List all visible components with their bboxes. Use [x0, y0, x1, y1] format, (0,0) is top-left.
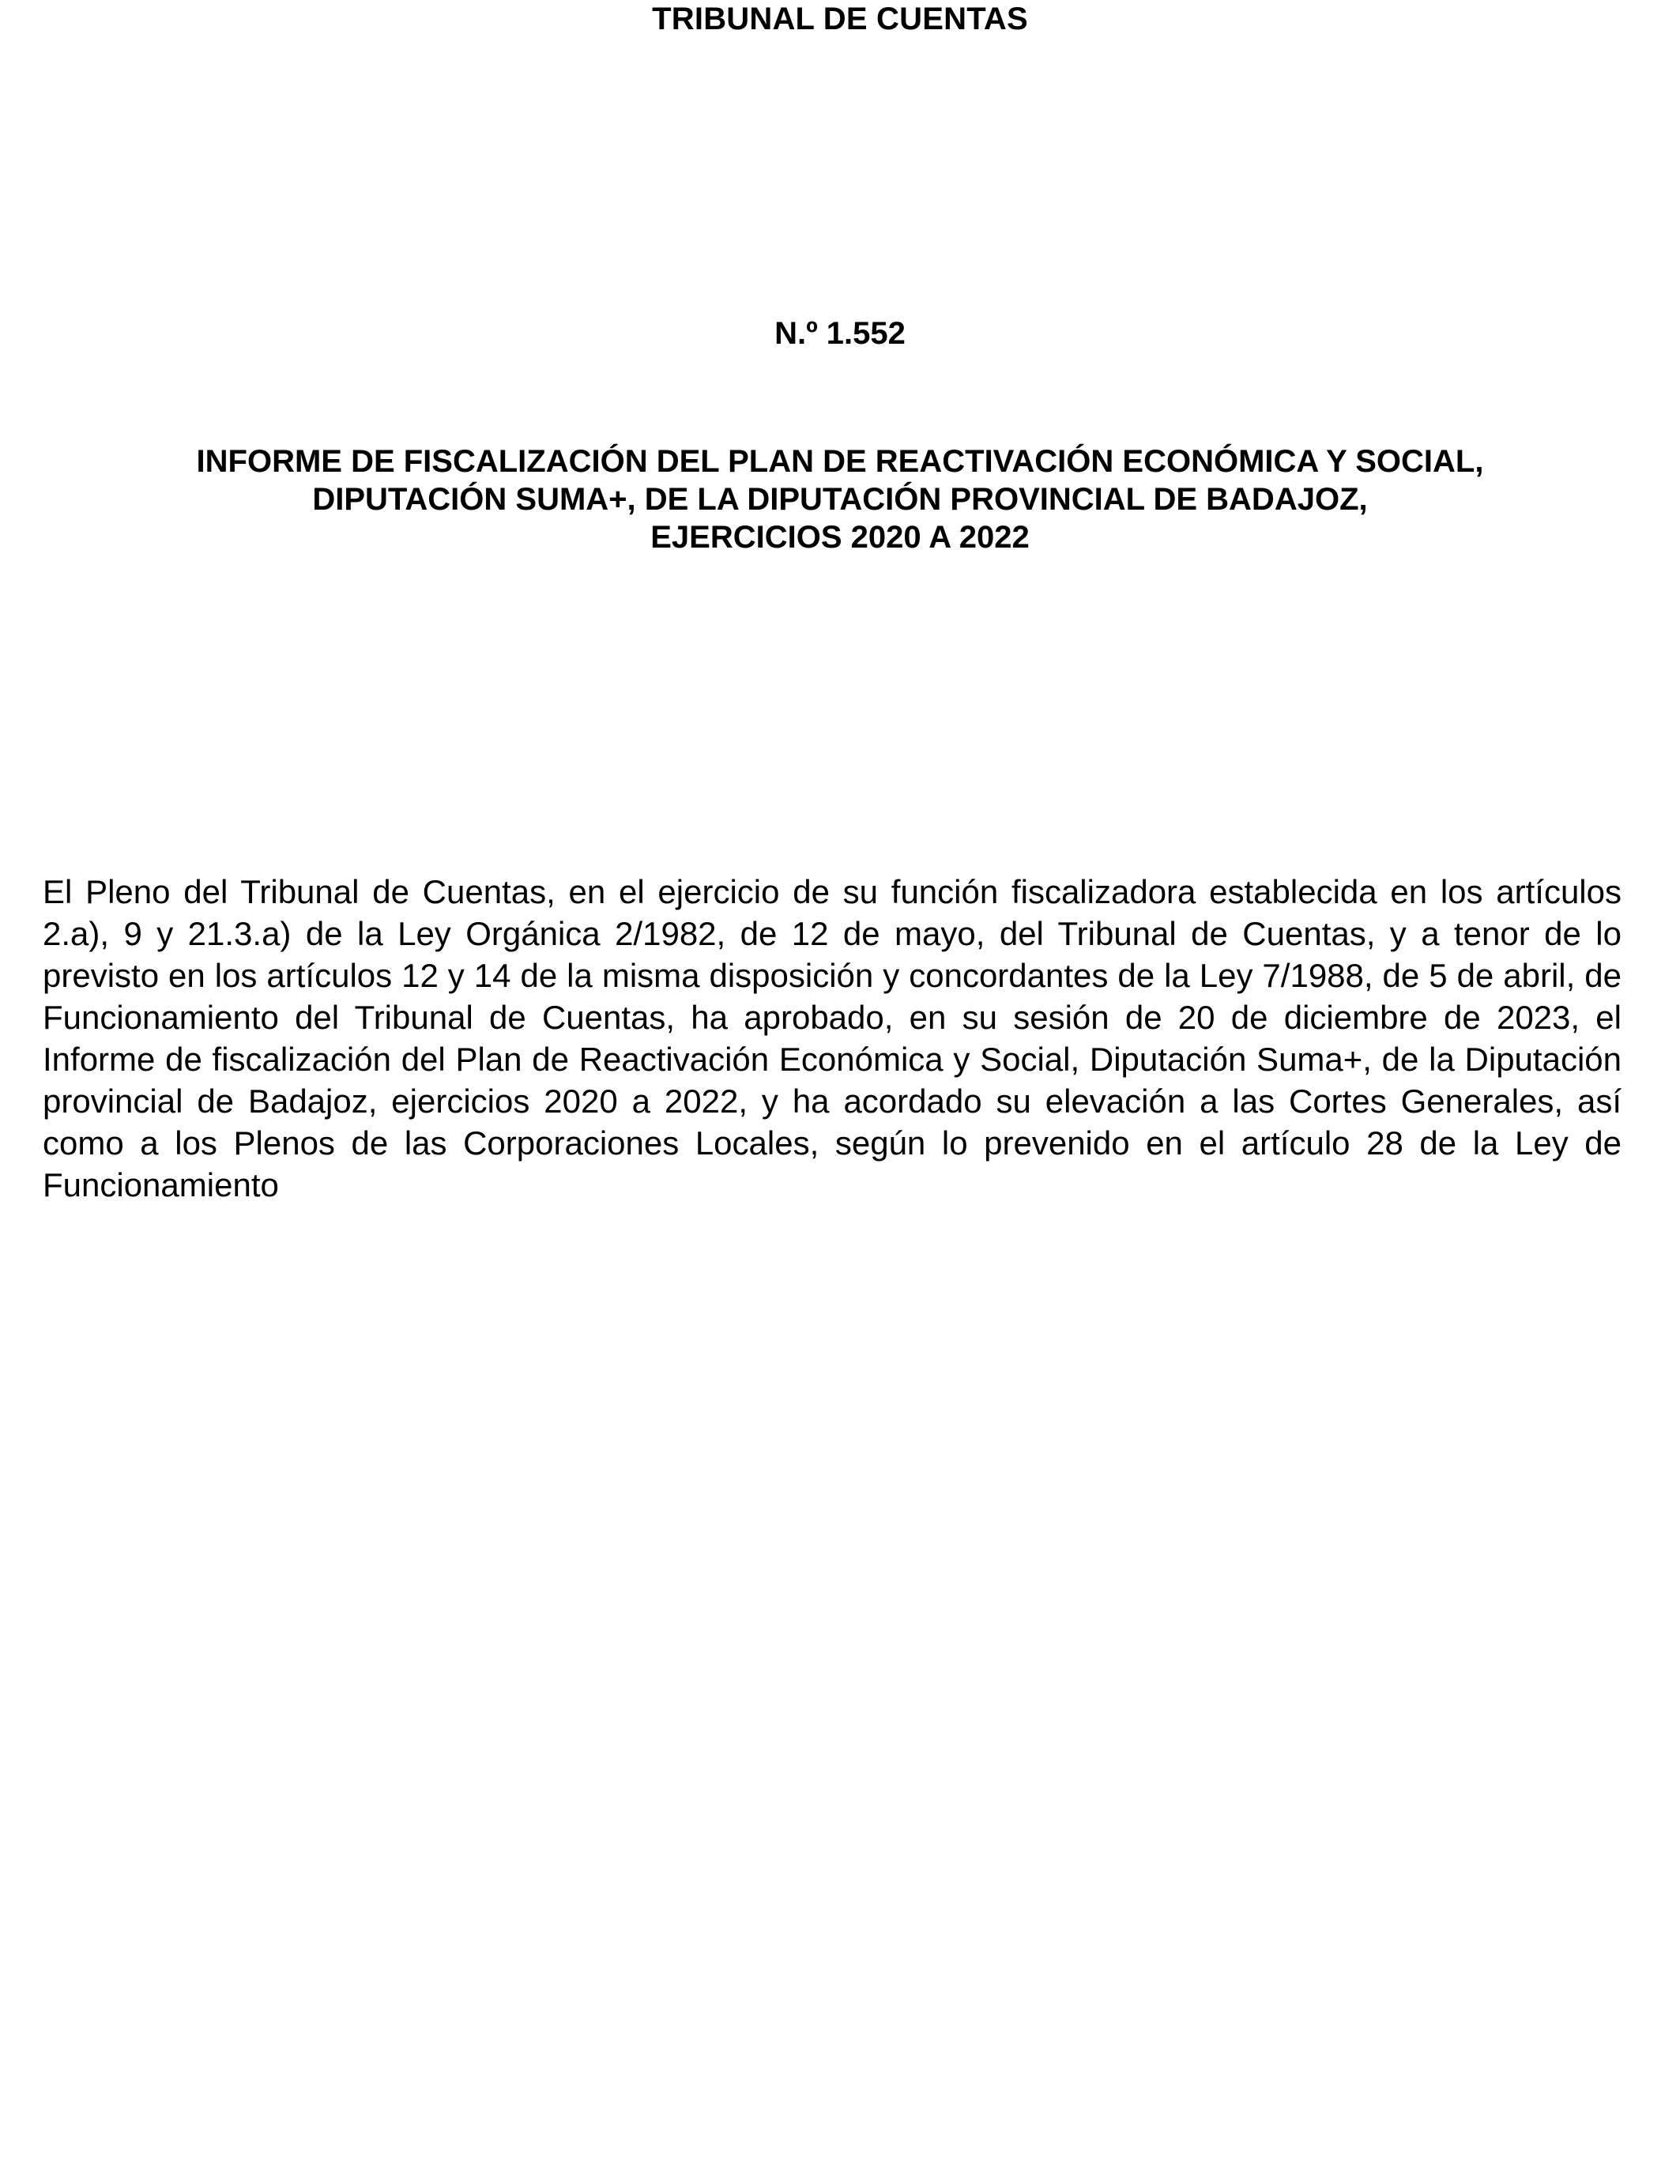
report-number: N.º 1.552: [774, 316, 906, 351]
approval-paragraph: El Pleno del Tribunal de Cuentas, en el ejercicio de su función fiscalizadora establecida en los artículos 2.a), 9 y 21.3.a) de la Ley Orgánica 2/1982, de 12 de mayo, del Tribunal de Cuentas, y a tenor de lo previsto en los artículos 12 y 14 de la misma disposición y concordantes de la Ley 7/1988, de 5 de abril, de Funcionamiento del Tribunal de Cuentas, ha aprobado, en su sesión de 20 de diciembre de 2023, el Informe de fiscalización del Plan de Reactivación Económica y Social, Diputación Suma+, de la Diputación provincial de Badajoz, ejercicios 2020 a 2022, y ha acordado su elevación a las Cortes Generales, así como a los Plenos de las Corporaciones Locales, según lo prevenido en el artículo 28 de la Ley de Funcionamiento: [43, 873, 1622, 1203]
report-title-line-1: INFORME DE FISCALIZACIÓN DEL PLAN DE REACTIVACIÓN ECONÓMICA Y SOCIAL,: [196, 444, 1484, 479]
institution-header: TRIBUNAL DE CUENTAS: [652, 2, 1028, 36]
report-title-line-3: EJERCICIOS 2020 A 2022: [650, 520, 1030, 555]
report-title: [95, 442, 1585, 556]
report-title-line-2: DIPUTACIÓN SUMA+, DE LA DIPUTACIÓN PROVINCIAL DE BADAJOZ,: [312, 482, 1368, 517]
